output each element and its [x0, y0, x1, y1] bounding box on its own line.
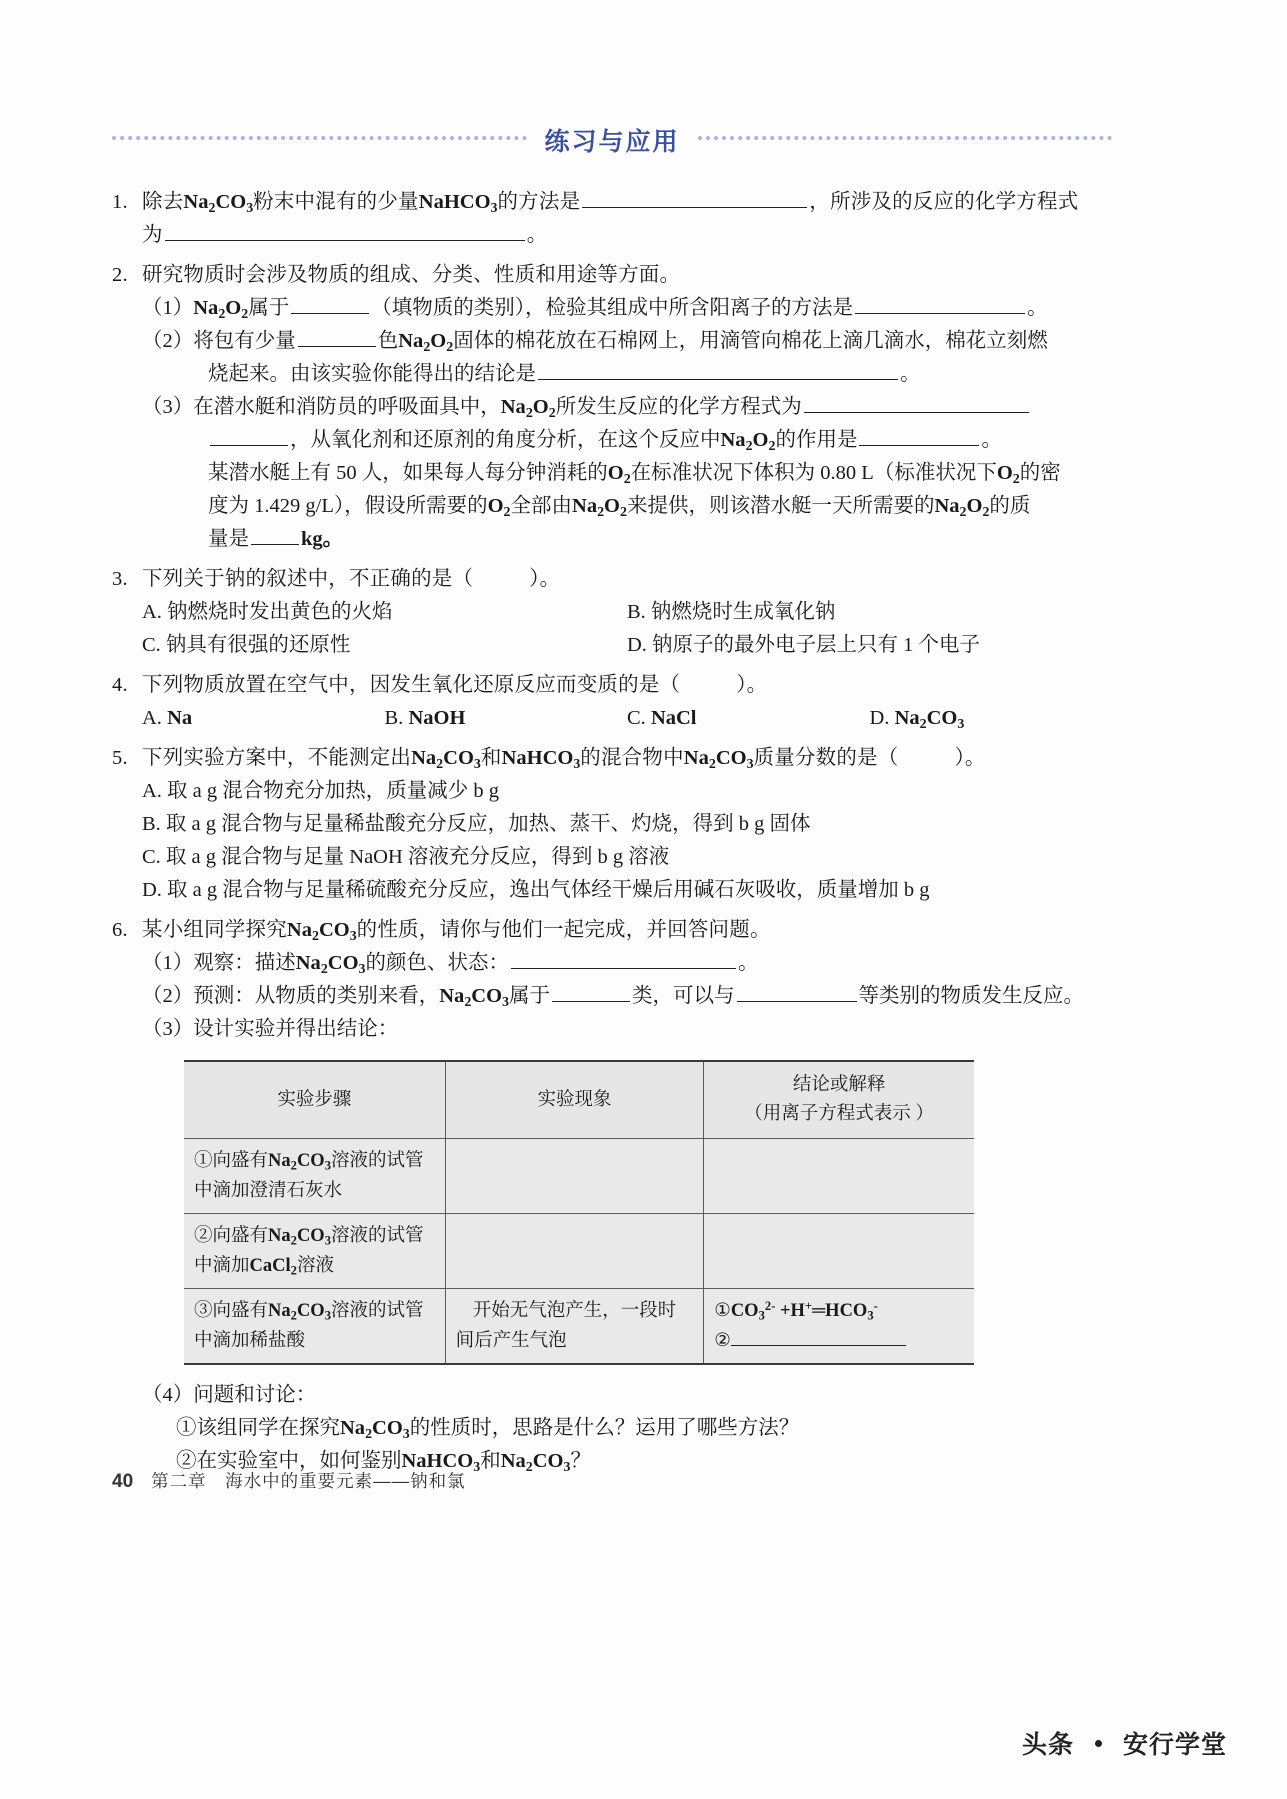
- q6-sub1-blank[interactable]: [511, 948, 736, 969]
- step-3-formula: $Na_2CO_3$: [268, 1301, 331, 1323]
- step-2-text-c: 管中滴加: [194, 1226, 424, 1276]
- q6-sub4-q2-c: ？: [570, 1450, 591, 1472]
- q2-sub3-blank-2[interactable]: [210, 425, 288, 446]
- q6-sub4-formula-na2co3-b: $Na_2CO_3$: [500, 1450, 571, 1475]
- step-1-formula: $Na_2CO_3$: [268, 1151, 331, 1173]
- q2-sub2-blank-1[interactable]: [298, 326, 376, 347]
- q1-blank-1[interactable]: [582, 187, 807, 208]
- q6-sub3-label: （3）: [142, 1018, 194, 1040]
- q5-formula-na2co3-b: $Na_2CO_3$: [683, 747, 754, 772]
- table-header-row: [184, 1061, 974, 1139]
- q5-option-b[interactable]: B. 取 a g 混合物与足量稀盐酸充分反应，加热、蒸干、灼烧，得到 b g 固体: [142, 813, 811, 835]
- q2-sub2-text-c: 固体的棉花放在石棉网上，用滴管向棉花上滴几滴水，棉花立刻燃: [453, 330, 1048, 352]
- step-2-formula-cacl2: CaCl$_2$: [249, 1256, 297, 1278]
- q2-sub3-blank-3[interactable]: [859, 425, 979, 446]
- table-cell-step-1: [184, 1139, 445, 1214]
- dotted-rule-left: [112, 136, 527, 144]
- question-3-number: 3.: [112, 568, 128, 590]
- q4-option-c-formula: NaCl: [650, 707, 697, 729]
- q2-sub3-text-j: 全部由: [510, 495, 573, 517]
- step-3-text-a: ③向盛有: [194, 1301, 269, 1321]
- q2-sub3-text-i: 度为 1.429 g/L），假设所需要的: [208, 495, 488, 517]
- table-cell-step-3: [184, 1289, 445, 1365]
- dotted-rule-right: [698, 136, 1113, 144]
- q4-stem-end: ）。: [736, 674, 768, 696]
- q6-sub1-label: （1）: [142, 952, 194, 974]
- q2-formula-na2o2-c: $Na_2O_2$: [500, 396, 556, 421]
- question-2-sub-1: [112, 292, 1112, 325]
- experiment-table-body: [184, 1139, 974, 1365]
- question-6: [112, 914, 1112, 1478]
- q2-sub2-label: （2）: [142, 330, 194, 352]
- question-1-number: 1.: [112, 191, 128, 213]
- table-header-conclusion: [704, 1061, 974, 1139]
- q1-formula-nahco3: NaHCO$_3$: [418, 191, 498, 216]
- question-6-sub-4: [112, 1379, 1112, 1412]
- q2-sub2-text-d: 烧起来。由该实验你能得出的结论是: [208, 363, 536, 385]
- q6-sub2-text-a: 预测：从物质的类别来看，: [193, 985, 440, 1007]
- q6-sub2-text-c: 类，可以与: [632, 985, 735, 1007]
- q2-sub2-blank-2[interactable]: [538, 359, 898, 380]
- q6-sub2-label: （2）: [142, 985, 194, 1007]
- q6-sub1-text-b: 的颜色、状态：: [365, 952, 509, 974]
- chapter-title: 第二章 海水中的重要元素——钠和氯: [151, 1471, 466, 1491]
- step-3-text-c: 管中滴加稀盐酸: [194, 1301, 424, 1351]
- q2-sub1-text-b: （填物质的类别），检验其组成中所含阳离子的方法是: [371, 297, 853, 319]
- q2-formula-na2o2-b: $Na_2O_2$: [398, 330, 454, 355]
- q2-sub2-text-e: 。: [900, 363, 921, 385]
- q1-text-c: 的方法是: [497, 191, 581, 213]
- question-3-stem: [112, 563, 1112, 596]
- q4-option-b-formula: NaOH: [408, 707, 466, 729]
- section-header: [112, 120, 1112, 160]
- q6-stem-a: 某小组同学探究: [142, 919, 287, 941]
- q1-formula-na2co3: $Na_2CO_3$: [183, 191, 254, 216]
- step-1-text-a: ①向盛有: [194, 1151, 269, 1171]
- q2-formula-o2-b: $O_2$: [996, 462, 1020, 487]
- q2-formula-o2-a: $O_2$: [607, 462, 631, 487]
- q6-sub4-q2-a: ②在实验室中，如何鉴别: [176, 1450, 402, 1472]
- step-2-text-b: 溶液的试: [330, 1226, 405, 1246]
- q5-stem-c: 的混合物中: [580, 747, 684, 769]
- q5-option-d[interactable]: D. 取 a g 混合物与足量稀硫酸充分反应，逸出气体经干燥后用碱石灰吸收，质量增加 b g: [142, 879, 930, 901]
- q5-formula-nahco3: NaHCO$_3$: [501, 747, 581, 772]
- q6-sub4-formula-nahco3: NaHCO$_3$: [401, 1450, 481, 1475]
- q2-formula-o2-c: $O_2$: [487, 495, 511, 520]
- table-row: [184, 1214, 974, 1289]
- page-content: [112, 120, 1112, 1485]
- q2-sub3-blank-1[interactable]: [804, 392, 1029, 413]
- question-2-sub-3-line-3: [112, 457, 1112, 490]
- q6-sub2-blank-1[interactable]: [552, 981, 630, 1002]
- table-header-conclusion-line1: 结论或解释: [792, 1075, 886, 1095]
- question-2-sub-2-line-2: [112, 358, 1112, 391]
- question-2-sub-3-line-5: [112, 523, 1112, 556]
- step-2-text-d: 溶液: [296, 1256, 334, 1276]
- question-3-options-row-2: [112, 629, 1112, 662]
- question-4: [112, 669, 1112, 735]
- q4-option-d-letter: D.: [869, 707, 890, 729]
- q1-text-a: 除去: [142, 191, 184, 213]
- q4-stem-text: 下列物质放置在空气中，因发生氧化还原反应而变质的是（: [142, 674, 681, 696]
- q3-option-c[interactable]: C. 钠具有很强的还原性: [142, 634, 351, 656]
- q2-sub3-blank-4[interactable]: [251, 524, 299, 545]
- q4-option-a-formula: Na: [167, 707, 193, 729]
- q5-stem-b: 和: [480, 747, 502, 769]
- q2-sub2-text-b: 色: [377, 330, 399, 352]
- step-1-text-c: 管中滴加澄清石灰水: [194, 1151, 424, 1201]
- q4-option-b-letter: B.: [384, 707, 404, 729]
- q6-sub2-text-b: 属于: [509, 985, 550, 1007]
- q2-sub3-text-c: ，从氧化剂和还原剂的角度分析，在这个反应中: [290, 429, 721, 451]
- q6-formula-na2co3-c: $Na_2CO_3$: [439, 985, 509, 1010]
- q5-stem-a: 下列实验方案中，不能测定出: [142, 747, 412, 769]
- question-6-sub-1: [112, 947, 1112, 980]
- q2-sub1-blank-2[interactable]: [855, 293, 1025, 314]
- q6-sub4-q1-b: 的性质时，思路是什么？运用了哪些方法？: [409, 1417, 800, 1439]
- q6-sub1-text-a: 观察：描述: [193, 952, 296, 974]
- q2-sub2-text-a: 将包有少量: [193, 330, 296, 352]
- q4-option-d[interactable]: [870, 702, 1113, 735]
- q5-option-c[interactable]: C. 取 a g 混合物与足量 NaOH 溶液充分反应，得到 b g 溶液: [142, 846, 670, 868]
- question-2-stem-text: 研究物质时会涉及物质的组成、分类、性质和用途等方面。: [142, 264, 681, 286]
- q4-option-b[interactable]: [385, 702, 628, 735]
- table-row: [184, 1289, 974, 1365]
- q3-option-b[interactable]: B. 钠燃烧时生成氧化钠: [627, 601, 836, 623]
- q5-stem-e: ）。: [954, 747, 986, 769]
- table-cell-phenomenon-2[interactable]: [445, 1214, 704, 1289]
- q6-sub1-text-c: 。: [738, 952, 759, 974]
- q6-sub4-text: 问题和讨论：: [193, 1384, 317, 1406]
- q2-sub1-text-a: 属于: [248, 297, 290, 319]
- q2-formula-na2o2-e: $Na_2O_2$: [572, 495, 627, 520]
- q4-option-a-letter: A.: [142, 707, 162, 729]
- table-cell-step-2: [184, 1214, 445, 1289]
- conclusion-3-blank[interactable]: [731, 1326, 906, 1346]
- q2-sub3-text-b: 所发生反应的化学方程式为: [555, 396, 802, 418]
- q2-sub1-text-c: 。: [1026, 297, 1048, 319]
- step-2-text-a: ②向盛有: [194, 1226, 269, 1246]
- q2-sub3-text-g: 在标准状况下体积为 0.80 L（标准状况下: [630, 462, 997, 484]
- table-cell-conclusion-3: [704, 1289, 974, 1365]
- q3-stem-end: ）。: [529, 568, 561, 590]
- q2-sub1-label: （1）: [142, 297, 194, 319]
- q2-sub3-text-l: 的质: [989, 495, 1031, 517]
- question-3: [112, 563, 1112, 662]
- q6-formula-na2co3-b: $Na_2CO_3$: [295, 952, 366, 977]
- question-2: [112, 259, 1112, 556]
- experiment-table-head: [184, 1061, 974, 1139]
- phenomenon-3-line-1: 开始无气泡产生，一段时: [472, 1301, 677, 1321]
- q4-option-c-letter: C.: [627, 707, 646, 729]
- question-3-options-row-1: [112, 596, 1112, 629]
- page-number: 40: [112, 1471, 134, 1492]
- q3-option-d[interactable]: D. 钠原子的最外电子层上只有 1 个电子: [627, 634, 981, 656]
- q6-sub4-q2-b: 和: [480, 1450, 501, 1472]
- q2-sub3-text-a: 在潜水艇和消防员的呼吸面具中，: [193, 396, 501, 418]
- q6-sub2-blank-2[interactable]: [737, 981, 857, 1002]
- q4-option-c[interactable]: [627, 702, 870, 735]
- q2-sub3-unit: kg。: [301, 528, 344, 550]
- question-6-sub-3: [112, 1013, 1112, 1046]
- q1-blank-2[interactable]: [165, 220, 525, 241]
- question-1-line-2: [112, 219, 1112, 252]
- question-2-sub-3-line-4: [112, 490, 1112, 523]
- q4-option-d-formula: $Na_2CO_3$: [894, 707, 965, 732]
- question-4-number: 4.: [112, 674, 128, 696]
- q6-sub4-formula-na2co3: $Na_2CO_3$: [340, 1417, 410, 1442]
- question-2-stem: [112, 259, 1112, 292]
- question-4-options-row: [112, 702, 1112, 735]
- q6-sub2-text-d: 等类别的物质发生反应。: [858, 985, 1084, 1007]
- q1-text-e: 为: [142, 224, 163, 246]
- conclusion-3-equation: $①CO_3^{2-}$ $+H^+═HCO_3^-$: [714, 1298, 878, 1323]
- q2-sub3-text-e: 。: [981, 429, 1002, 451]
- conclusion-3-blank-row: ②: [714, 1326, 964, 1356]
- q2-sub1-blank-1[interactable]: [291, 293, 369, 314]
- question-2-sub-3: [112, 391, 1112, 424]
- question-2-sub-2: [112, 325, 1112, 358]
- q1-text-d: ，所涉及的反应的化学方程式: [809, 191, 1079, 213]
- question-5-number: 5.: [112, 747, 128, 769]
- table-cell-conclusion-2[interactable]: [704, 1214, 974, 1289]
- table-cell-phenomenon-3: [445, 1289, 704, 1365]
- q2-formula-na2o2-d: $Na_2O_2$: [720, 429, 776, 454]
- table-header-phenomena: 实验现象: [445, 1061, 704, 1139]
- table-header-steps: 实验步骤: [184, 1061, 445, 1139]
- q6-sub4-label: （4）: [142, 1384, 194, 1406]
- q2-sub3-text-f: 某潜水艇上有 50 人，如果每人每分钟消耗的: [208, 462, 608, 484]
- q5-option-a[interactable]: A. 取 a g 混合物充分加热，质量减少 b g: [142, 780, 500, 802]
- question-6-stem: [112, 914, 1112, 947]
- table-row: [184, 1139, 974, 1214]
- q3-option-a[interactable]: A. 钠燃烧时发出黄色的火焰: [142, 601, 393, 623]
- question-4-stem: [112, 669, 1112, 702]
- question-1-line-1: [112, 186, 1112, 219]
- question-6-sub-4-q1: [112, 1412, 1112, 1445]
- q5-stem-d: 质量分数的是（: [753, 747, 899, 769]
- question-6-number: 6.: [112, 919, 128, 941]
- experiment-table-wrapper: [112, 1060, 1112, 1365]
- question-5-stem: [112, 742, 1112, 775]
- q6-sub4-q1-a: ①该组同学在探究: [176, 1417, 340, 1439]
- q2-sub3-text-k: 来提供，则该潜水艇一天所需要的: [626, 495, 935, 517]
- q3-stem-text: 下列关于钠的叙述中，不正确的是（: [142, 568, 474, 590]
- table-header-conclusion-line2: （用离子方程式表示 ）: [744, 1104, 934, 1124]
- q5-formula-na2co3-a: $Na_2CO_3$: [411, 747, 481, 772]
- phenomenon-3-line-2: 间后产生气泡: [455, 1331, 567, 1351]
- conclusion-3-formula: $CO_3^{2-}$ $+H^+═HCO_3^-$: [730, 1298, 878, 1323]
- question-6-sub-2: [112, 980, 1112, 1013]
- table-cell-conclusion-1[interactable]: [704, 1139, 974, 1214]
- question-2-sub-3-line-2: [112, 424, 1112, 457]
- q2-formula-na2o2-a: $Na_2O_2$: [193, 297, 249, 322]
- q6-sub3-text: 设计实验并得出结论：: [193, 1018, 399, 1040]
- q2-sub3-text-h: 的密: [1019, 462, 1061, 484]
- q4-option-a[interactable]: [142, 702, 385, 735]
- question-1-text: [142, 186, 1112, 219]
- section-title: 练习与应用: [544, 128, 680, 156]
- question-1: [112, 186, 1112, 252]
- q2-sub3-text-m: 量是: [208, 528, 249, 550]
- table-cell-phenomenon-1[interactable]: [445, 1139, 704, 1214]
- question-5: [112, 742, 1112, 907]
- q1-text-f: 。: [526, 224, 548, 246]
- watermark-dot-icon: [1095, 1740, 1102, 1747]
- experiment-table: [184, 1060, 974, 1365]
- step-2-formula-na2co3: $Na_2CO_3$: [268, 1226, 331, 1248]
- step-3-text-b: 溶液的试: [330, 1301, 405, 1321]
- q6-formula-na2co3-a: $Na_2CO_3$: [286, 919, 357, 944]
- q2-sub3-text-d: 的作用是: [775, 429, 858, 451]
- watermark-account-name: 安行学堂: [1122, 1731, 1227, 1759]
- q6-stem-b: 的性质，请你与他们一起完成，并回答问题。: [356, 919, 771, 941]
- step-1-text-b: 溶液的试: [330, 1151, 405, 1171]
- q1-text-b: 粉末中混有的少量: [253, 191, 419, 213]
- page-footer: [112, 1468, 466, 1493]
- q2-formula-na2o2-f: $Na_2O_2$: [934, 495, 990, 520]
- watermark-brand: 头条: [1021, 1731, 1074, 1759]
- watermark: [1022, 1725, 1227, 1761]
- q2-sub3-label: （3）: [142, 396, 194, 418]
- question-2-number: 2.: [112, 264, 128, 286]
